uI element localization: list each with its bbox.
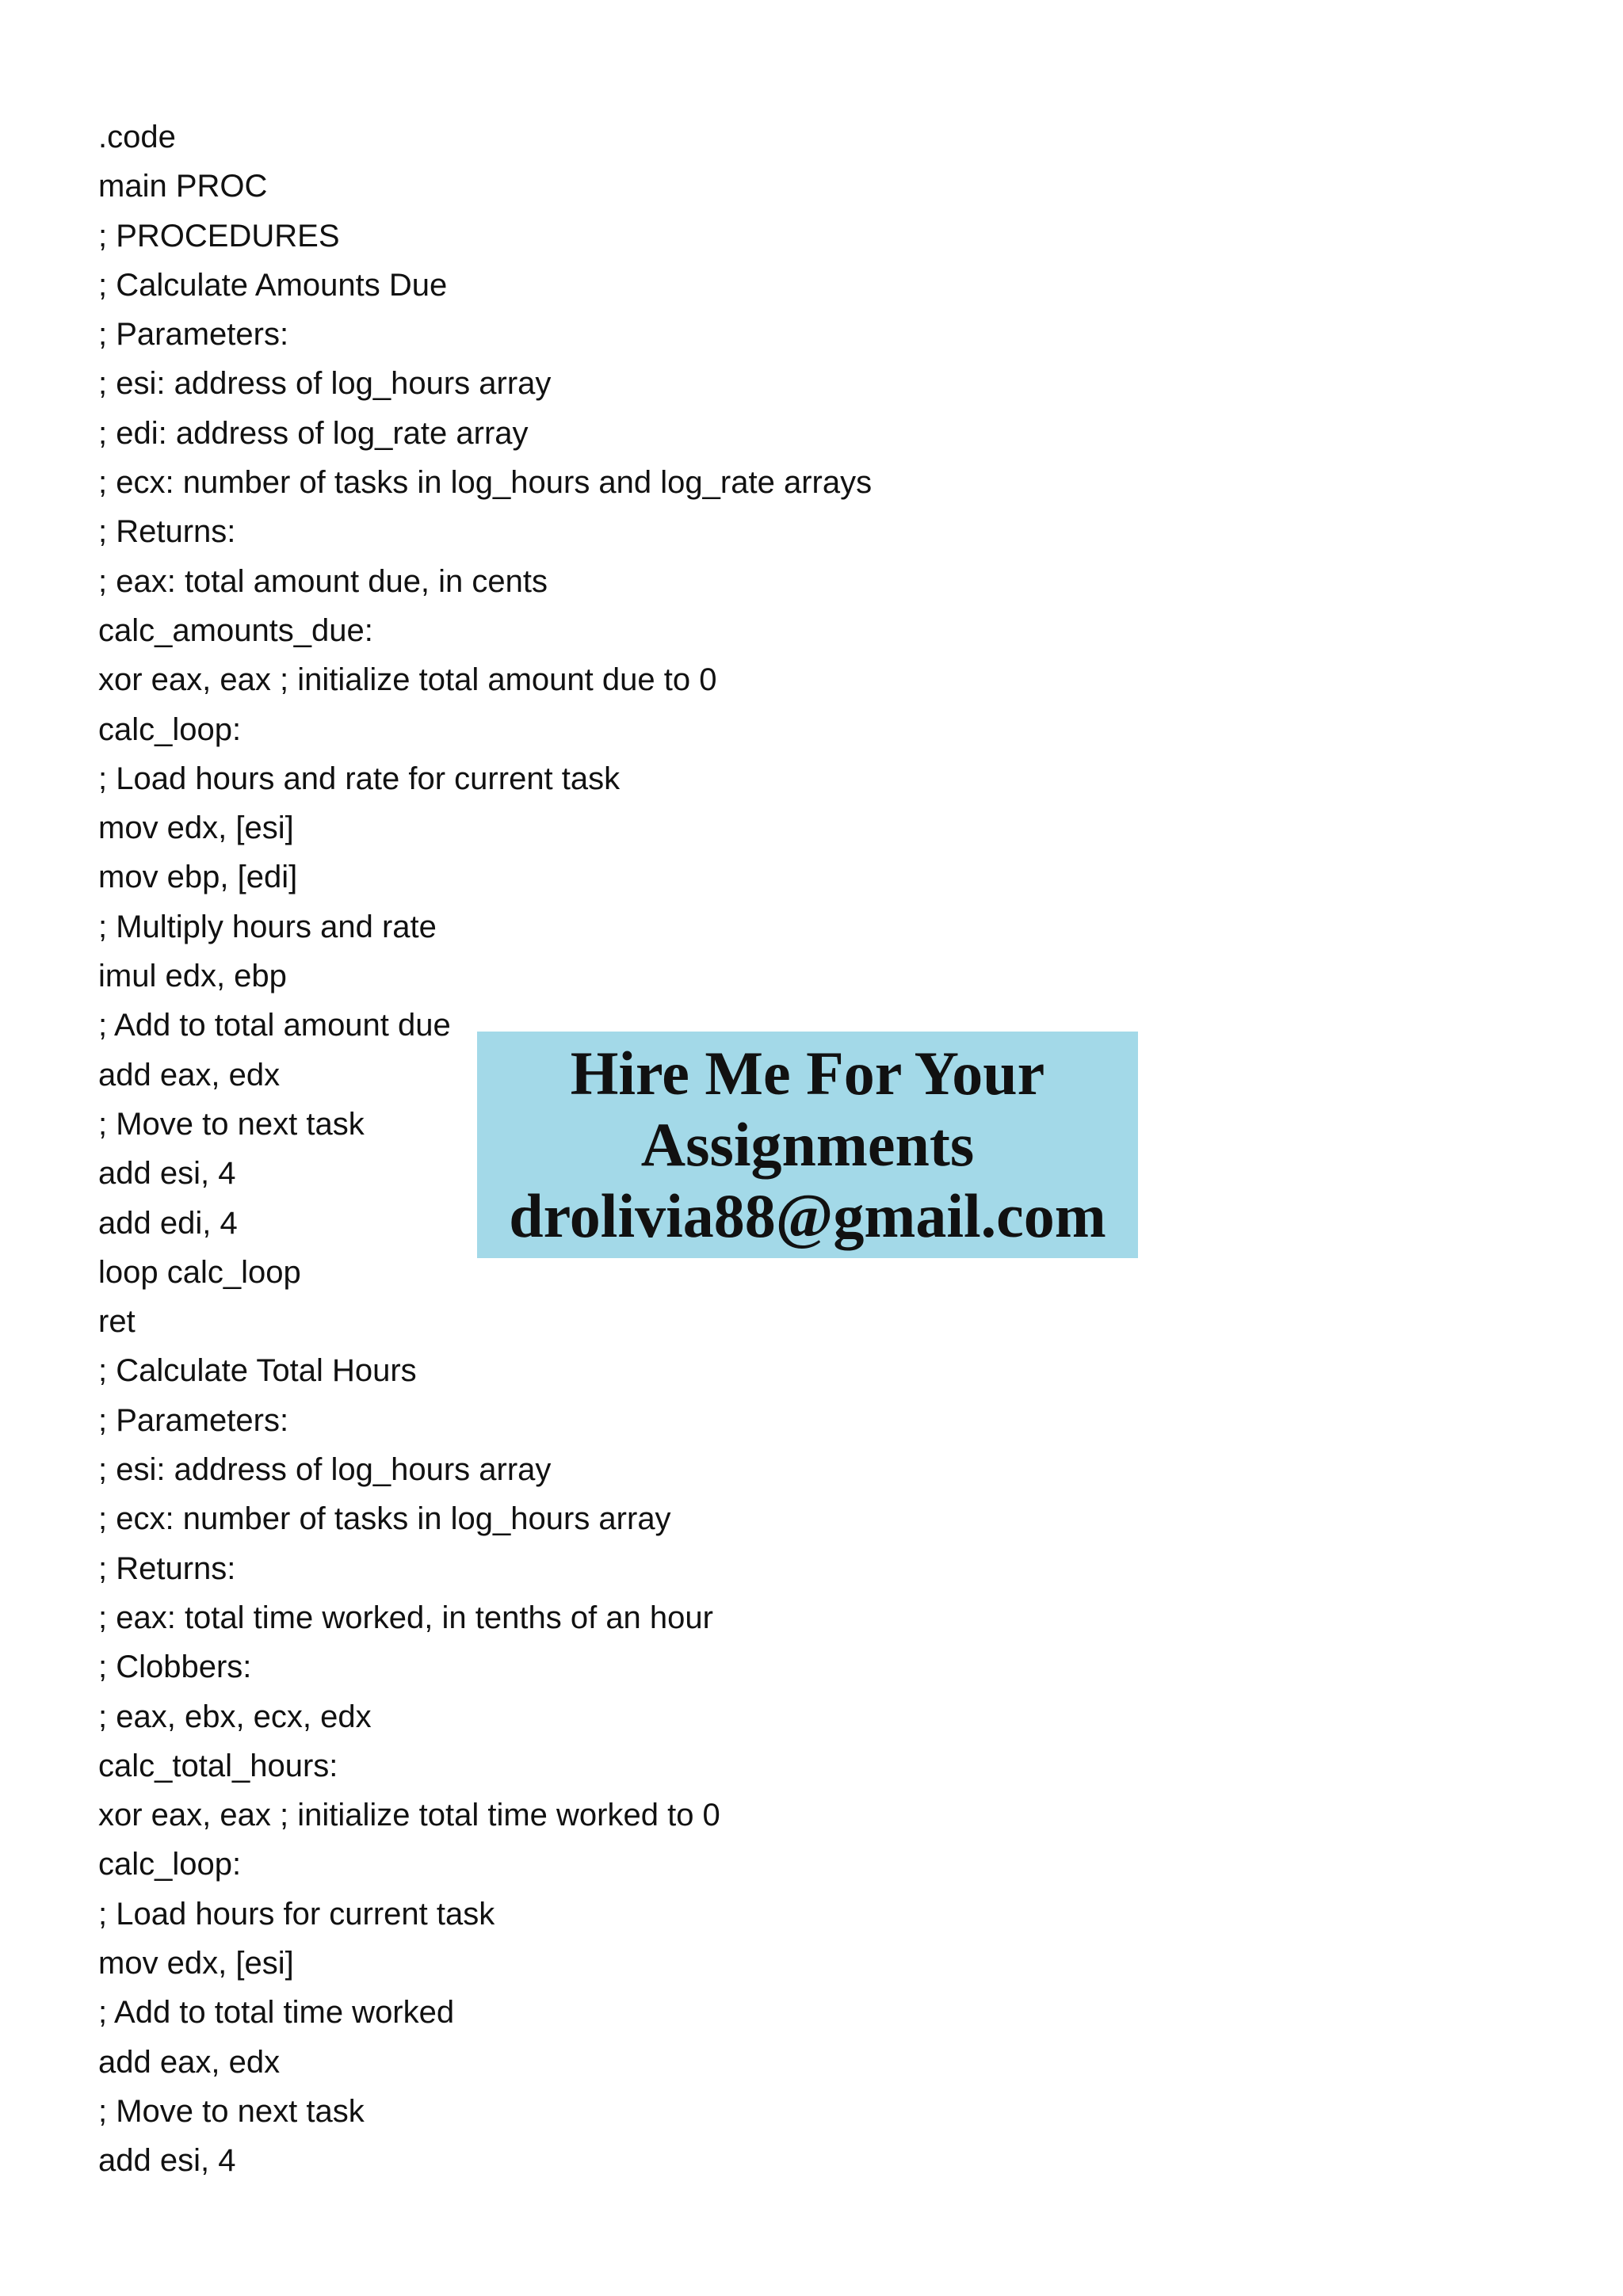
code-line: ; esi: address of log_hours array [98,366,552,402]
code-line: ; Move to next task [98,2093,365,2129]
code-line: mov ebp, [edi] [98,860,298,895]
code-line: calc_loop: [98,1847,242,1882]
code-line: ; eax: total time worked, in tenths of an hour [98,1600,713,1635]
code-line: ; Move to next task [98,1106,365,1142]
code-line: mov edx, [esi] [98,810,294,846]
code-line: ; eax: total amount due, in cents [98,563,548,599]
code-line: ; edi: address of log_rate array [98,415,529,451]
stamp-line-2: Assignments [640,1110,975,1179]
code-line: ; Parameters: [98,317,289,353]
stamp-line-1: Hire Me For Your [570,1039,1045,1108]
code-line: mov edx, [esi] [98,1945,294,1981]
code-line: calc_total_hours: [98,1748,338,1783]
code-line: .code [98,120,176,154]
stamp-email: drolivia88@gmail.com [509,1181,1106,1250]
code-line: ; esi: address of log_hours array [98,1452,552,1488]
code-line: ; Multiply hours and rate [98,909,437,944]
code-line: ret [98,1304,136,1340]
code-line: xor eax, eax ; initialize total amount due to 0 [98,662,717,698]
code-line: add edi, 4 [98,1205,238,1241]
code-line: main PROC [98,169,268,204]
code-line: ; ecx: number of tasks in log_hours array [98,1501,671,1537]
code-line: ; Clobbers: [98,1650,252,1685]
code-line: ; Load hours for current task [98,1896,495,1932]
code-line: add esi, 4 [98,2143,236,2179]
code-line: ; Add to total time worked [98,1995,455,2031]
code-line: ; Parameters: [98,1402,289,1438]
code-line: add esi, 4 [98,1156,236,1192]
code-line: imul edx, ebp [98,959,287,994]
code-line: ; Returns: [98,1550,236,1586]
code-line: ; Add to total amount due [98,1008,451,1043]
code-line: loop calc_loop [98,1254,301,1290]
code-line: ; PROCEDURES [98,218,340,254]
code-line: add eax, edx [98,1057,281,1093]
code-line: calc_loop: [98,711,242,747]
code-line: calc_amounts_due: [98,612,373,648]
code-line: xor eax, eax ; initialize total time worked to 0 [98,1798,720,1833]
code-line: ; Load hours and rate for current task [98,761,621,796]
code-line: ; Calculate Amounts Due [98,267,448,303]
code-line: add eax, edx [98,2044,281,2080]
advertisement-stamp [477,1032,1138,1258]
code-line: ; eax, ebx, ecx, edx [98,1699,372,1734]
code-line: ; Returns: [98,514,236,550]
code-line: ; Calculate Total Hours [98,1353,417,1389]
code-line: ; ecx: number of tasks in log_hours and log_rate arrays [98,465,873,501]
